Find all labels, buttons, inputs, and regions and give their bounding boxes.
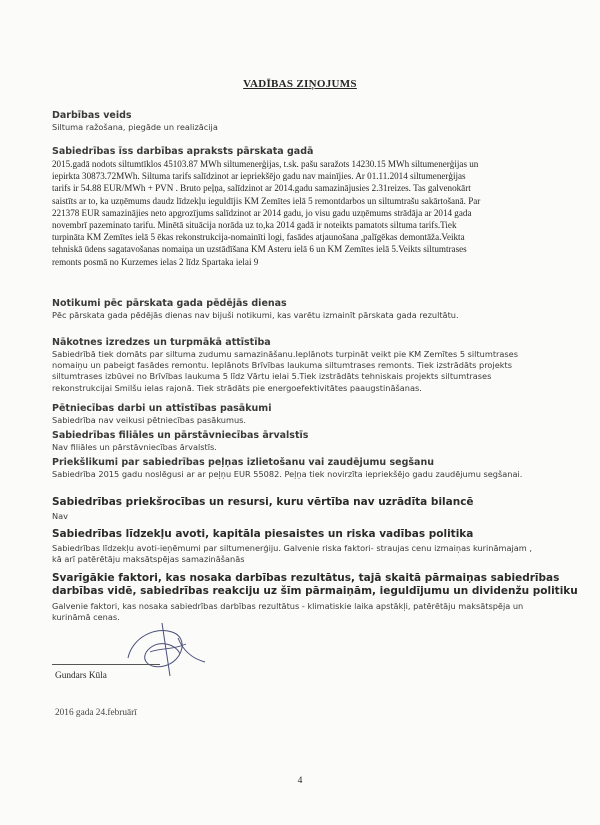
text-line: 2015.gadā nodots siltumtīklos 45103.87 MWh siltumenerģijas, t.sk. pašu saražots 14230.15 MWh siltumenerģijas un (52, 159, 479, 169)
section-heading: Darbības veids (52, 110, 132, 121)
section-heading: Nākotnes izredzes un turpmākā attīstība (52, 337, 271, 348)
text-line: tehniskā ūdens sagatavošanas nomaiņa un uzstādīšana KM Asteru ielā 6 un KM Zemītes ielā 5.Veikts siltumtrases (52, 244, 467, 255)
text-line: Galvenie faktori, kas nosaka sabiedrības darbības rezultātus - klimatiskie laika apstākļi, patērētāju maksātspēja un (52, 601, 524, 611)
page-title: VADĪBAS ZIŅOJUMS (243, 78, 357, 90)
section-faktori (52, 572, 578, 623)
signature-line (52, 664, 160, 665)
section-text: Siltuma ražošana, piegāde un realizācija (52, 122, 218, 132)
section-heading: Priekšlikumi par sabiedrības peļņas izlietošanu vai zaudējumu segšanu (52, 457, 434, 468)
text-line: rekonstrukcijai Smilšu ielas rajonā. Tiek strādāts pie energoefektivitātes paaugstināšanas. (52, 382, 422, 393)
section-apraksts (52, 146, 552, 268)
section-heading: Sabiedrības priekšrocības un resursi, kuru vērtība nav uzrādīta bilancē (52, 496, 474, 508)
text-line: siltumtrases izbūvei no Brīvības laukuma 5 līdz Vārtu ielai 5.Tiek izstrādāts tehniskais projekts siltumtrases (52, 371, 492, 382)
text-line: kurināmā cenas. (52, 612, 120, 623)
text-line: remonts posmā no Kurzemes ielas 2 līdz Spartaka ielai 9 (52, 256, 259, 267)
text-line: Sabiedrības līdzekļu avoti-ieņēmumi par siltumenerģiju. Galvenie riska faktori- straujas cenu izmaiņas kurināmajam , (52, 543, 532, 553)
text-line: 221378 EUR samazinājies neto apgrozījums salīdzinot ar 2014 gadu, jo visu gadu uzņēmums strādāja ar 2014 gada (52, 207, 472, 218)
section-text (52, 349, 552, 394)
text-line: saistīts ar to, ka uzņēmums daudz līdzekļu ieguldījis KM Zemītes ielā 5 remontdarbos un siltumtrašu sakārtošanā. Par (52, 195, 481, 206)
section-heading: Sabiedrības līdzekļu avoti, kapitāla piesaistes un riska vadības politika (52, 528, 474, 540)
text-line: turpināta KM Zemītes ielā 5 ēkas rekonstrukcija-nomainīti logi, fasādes atjaunošana ,palīgēkas demontāža.Veikta (52, 232, 465, 243)
section-heading (52, 572, 578, 598)
section-text: Nav (52, 511, 68, 521)
text-line: kā arī patērētāju maksātspējas samazināšanās (52, 554, 245, 565)
section-text: Sabiedrība nav veikusi pētniecības pasākumus. (52, 415, 247, 425)
section-text (52, 543, 552, 565)
section-heading: Sabiedrības filiāles un pārstāvniecības ārvalstīs (52, 430, 309, 441)
text-line: tarifs ir 54.88 EUR/MWh + PVN . Bruto peļņa, salīdzinot ar 2014.gadu samazinājusies 2.31reizes. Tas galvenokārt (52, 183, 471, 194)
section-text: Nav filiāles un pārstāvniecības ārvalstīs. (52, 442, 217, 452)
section-heading: Notikumi pēc pārskata gada pēdējās dienas (52, 298, 287, 309)
text-line: novembrī pazeminato tarifu. Minētā situācija norāda uz to,ka 2014 gadā ir noteikts pamatots siltuma tarifs.Tiek (52, 220, 457, 231)
page-number: 4 (297, 776, 303, 786)
section-filiales (52, 430, 552, 453)
section-prieksl (52, 457, 552, 480)
signatory-name: Gundars Kūla (55, 671, 107, 681)
text-line: Sabiedrībā tiek domāts par siltuma zudumu samazināšanu.Ieplānots turpināt veikt pie KM Zemītes 5 siltumtrases (52, 349, 518, 359)
section-notikumi (52, 298, 552, 321)
heading-line: Svarīgākie faktori, kas nosaka darbības rezultātus, tajā skaitā pārmaiņas sabiedrības (52, 572, 560, 584)
section-heading: Pētniecības darbi un attīstības pasākumi (52, 403, 272, 414)
section-lidzeklu (52, 528, 552, 565)
section-darbibas-veids (52, 110, 552, 133)
section-heading: Sabiedrības īss darbības apraksts pārskata gadā (52, 146, 314, 157)
text-line: iepirkta 30873.72MWh. Siltuma tarifs salīdzinot ar iepriekšējo gadu nav mainījies. Ar 01.11.2014 siltumenerģijas (52, 171, 466, 182)
section-petniecibas (52, 403, 552, 426)
document-date: 2016 gada 24.februārī (55, 708, 137, 718)
handwritten-signature (120, 618, 210, 680)
section-prieksrocibas (52, 496, 552, 522)
section-text: Sabiedrība 2015 gadu noslēgusi ar ar peļņu EUR 55082. Peļņa tiek novirzīta iepriekšējo gadu zaudējumu segšanai. (52, 469, 523, 479)
text-line: nomaiņu un pabeigt fasādes remontu. Ieplānots Brīvības laukuma siltumtrases remonts. Tiek izstrādāts projekts (52, 360, 512, 371)
section-text: Pēc pārskata gada pēdējās dienas nav bijuši notikumi, kas varētu izmainīt pārskata gada rezultātu. (52, 310, 459, 320)
section-text (52, 158, 552, 268)
heading-line: darbības vidē, sabiedrības reakciju uz šīm pārmaiņām, ieguldījumu un dividenžu politiku (52, 585, 578, 597)
section-nakotnes (52, 337, 552, 394)
